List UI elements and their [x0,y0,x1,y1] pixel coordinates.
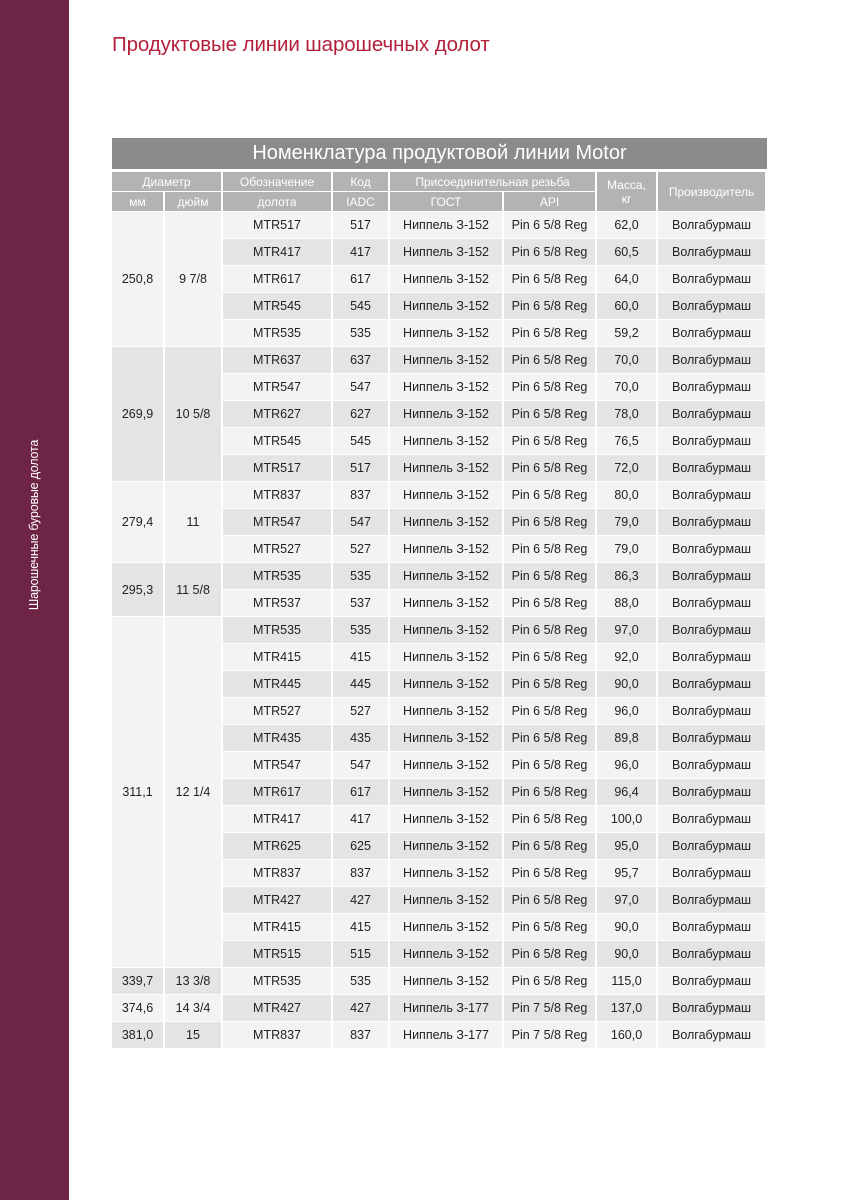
maker-cell: Волгабурмаш [658,482,765,508]
api-cell: Pin 6 5/8 Reg [504,725,595,751]
iadc-cell: 427 [333,995,388,1021]
diameter-mm-cell: 295,3 [112,563,163,616]
iadc-cell: 617 [333,266,388,292]
iadc-cell: 527 [333,536,388,562]
api-cell: Pin 6 5/8 Reg [504,860,595,886]
bit-cell: MTR837 [223,860,331,886]
mass-cell: 80,0 [597,482,656,508]
api-cell: Pin 6 5/8 Reg [504,590,595,616]
diameter-inch-cell: 11 5/8 [165,563,221,616]
header-iadc: IADC [333,192,388,211]
bit-cell: MTR427 [223,887,331,913]
bit-cell: MTR545 [223,428,331,454]
bit-cell: MTR627 [223,401,331,427]
mass-cell: 160,0 [597,1022,656,1048]
gost-cell: Ниппель З-152 [390,941,502,967]
page-title: Продуктовые линии шарошечных долот [112,33,490,56]
mass-cell: 86,3 [597,563,656,589]
iadc-cell: 435 [333,725,388,751]
mass-cell: 89,8 [597,725,656,751]
maker-cell: Волгабурмаш [658,428,765,454]
bit-cell: MTR625 [223,833,331,859]
table-title: Номенклатура продуктовой линии Motor [112,138,767,169]
bit-cell: MTR617 [223,266,331,292]
mass-cell: 137,0 [597,995,656,1021]
header-thread: Присоединительная резьба [390,172,595,191]
maker-cell: Волгабурмаш [658,968,765,994]
maker-cell: Волгабурмаш [658,671,765,697]
mass-cell: 97,0 [597,617,656,643]
diameter-inch-cell: 15 [165,1022,221,1048]
header-api: API [504,192,595,211]
sidebar [0,0,69,1200]
iadc-cell: 627 [333,401,388,427]
gost-cell: Ниппель З-152 [390,239,502,265]
maker-cell: Волгабурмаш [658,698,765,724]
api-cell: Pin 6 5/8 Reg [504,536,595,562]
api-cell: Pin 7 5/8 Reg [504,1022,595,1048]
table-body [112,212,765,1048]
table-row [112,563,765,589]
header-mass-line1: Масса, [607,177,646,192]
gost-cell: Ниппель З-152 [390,266,502,292]
diameter-inch-cell: 10 5/8 [165,347,221,481]
maker-cell: Волгабурмаш [658,536,765,562]
iadc-cell: 537 [333,590,388,616]
iadc-cell: 547 [333,509,388,535]
iadc-cell: 545 [333,428,388,454]
header-diameter: Диаметр [112,172,221,191]
bit-cell: MTR537 [223,590,331,616]
gost-cell: Ниппель З-152 [390,455,502,481]
table-row [112,347,765,373]
mass-cell: 70,0 [597,374,656,400]
maker-cell: Волгабурмаш [658,563,765,589]
maker-cell: Волгабурмаш [658,644,765,670]
mass-cell: 96,0 [597,752,656,778]
diameter-mm-cell: 339,7 [112,968,163,994]
api-cell: Pin 6 5/8 Reg [504,941,595,967]
api-cell: Pin 6 5/8 Reg [504,914,595,940]
gost-cell: Ниппель З-152 [390,752,502,778]
bit-cell: MTR517 [223,212,331,238]
diameter-mm-cell: 269,9 [112,347,163,481]
mass-cell: 95,0 [597,833,656,859]
bit-cell: MTR427 [223,995,331,1021]
gost-cell: Ниппель З-152 [390,617,502,643]
mass-cell: 78,0 [597,401,656,427]
maker-cell: Волгабурмаш [658,725,765,751]
iadc-cell: 837 [333,1022,388,1048]
iadc-cell: 417 [333,806,388,832]
maker-cell: Волгабурмаш [658,833,765,859]
mass-cell: 76,5 [597,428,656,454]
gost-cell: Ниппель З-152 [390,806,502,832]
iadc-cell: 415 [333,644,388,670]
bit-cell: MTR527 [223,698,331,724]
api-cell: Pin 6 5/8 Reg [504,293,595,319]
diameter-mm-cell: 381,0 [112,1022,163,1048]
api-cell: Pin 6 5/8 Reg [504,428,595,454]
maker-cell: Волгабурмаш [658,401,765,427]
iadc-cell: 515 [333,941,388,967]
maker-cell: Волгабурмаш [658,617,765,643]
gost-cell: Ниппель З-152 [390,563,502,589]
gost-cell: Ниппель З-152 [390,698,502,724]
diameter-mm-cell: 279,4 [112,482,163,562]
api-cell: Pin 6 5/8 Reg [504,347,595,373]
gost-cell: Ниппель З-177 [390,1022,502,1048]
mass-cell: 64,0 [597,266,656,292]
table-row [112,968,765,994]
gost-cell: Ниппель З-152 [390,401,502,427]
gost-cell: Ниппель З-152 [390,644,502,670]
iadc-cell: 637 [333,347,388,373]
mass-cell: 96,0 [597,698,656,724]
gost-cell: Ниппель З-152 [390,914,502,940]
mass-cell: 62,0 [597,212,656,238]
bit-cell: MTR617 [223,779,331,805]
bit-cell: MTR545 [223,293,331,319]
diameter-inch-cell: 13 3/8 [165,968,221,994]
maker-cell: Волгабурмаш [658,1022,765,1048]
gost-cell: Ниппель З-152 [390,590,502,616]
gost-cell: Ниппель З-152 [390,347,502,373]
iadc-cell: 535 [333,563,388,589]
iadc-cell: 547 [333,374,388,400]
bit-cell: MTR547 [223,752,331,778]
api-cell: Pin 6 5/8 Reg [504,509,595,535]
mass-cell: 60,5 [597,239,656,265]
mass-cell: 115,0 [597,968,656,994]
bit-cell: MTR417 [223,806,331,832]
mass-cell: 70,0 [597,347,656,373]
api-cell: Pin 6 5/8 Reg [504,644,595,670]
gost-cell: Ниппель З-177 [390,995,502,1021]
bit-cell: MTR637 [223,347,331,373]
maker-cell: Волгабурмаш [658,374,765,400]
bit-cell: MTR415 [223,914,331,940]
maker-cell: Волгабурмаш [658,509,765,535]
iadc-cell: 445 [333,671,388,697]
api-cell: Pin 6 5/8 Reg [504,212,595,238]
gost-cell: Ниппель З-152 [390,374,502,400]
gost-cell: Ниппель З-152 [390,779,502,805]
diameter-inch-cell: 9 7/8 [165,212,221,346]
mass-cell: 72,0 [597,455,656,481]
mass-cell: 97,0 [597,887,656,913]
maker-cell: Волгабурмаш [658,239,765,265]
api-cell: Pin 6 5/8 Reg [504,320,595,346]
iadc-cell: 415 [333,914,388,940]
gost-cell: Ниппель З-152 [390,293,502,319]
api-cell: Pin 6 5/8 Reg [504,266,595,292]
iadc-cell: 517 [333,455,388,481]
gost-cell: Ниппель З-152 [390,887,502,913]
iadc-cell: 535 [333,320,388,346]
iadc-cell: 527 [333,698,388,724]
table-row [112,617,765,643]
diameter-mm-cell: 374,6 [112,995,163,1021]
mass-cell: 79,0 [597,536,656,562]
bit-cell: MTR435 [223,725,331,751]
api-cell: Pin 6 5/8 Reg [504,806,595,832]
iadc-cell: 625 [333,833,388,859]
gost-cell: Ниппель З-152 [390,509,502,535]
gost-cell: Ниппель З-152 [390,725,502,751]
maker-cell: Волгабурмаш [658,320,765,346]
maker-cell: Волгабурмаш [658,806,765,832]
api-cell: Pin 6 5/8 Reg [504,455,595,481]
bit-cell: MTR415 [223,644,331,670]
api-cell: Pin 6 5/8 Reg [504,887,595,913]
mass-cell: 90,0 [597,914,656,940]
header-row-1 [112,172,765,191]
gost-cell: Ниппель З-152 [390,320,502,346]
gost-cell: Ниппель З-152 [390,671,502,697]
maker-cell: Волгабурмаш [658,860,765,886]
maker-cell: Волгабурмаш [658,752,765,778]
api-cell: Pin 6 5/8 Reg [504,617,595,643]
header-mass-line2: кг [621,191,632,206]
api-cell: Pin 6 5/8 Reg [504,779,595,805]
iadc-cell: 545 [333,293,388,319]
api-cell: Pin 6 5/8 Reg [504,833,595,859]
mass-cell: 92,0 [597,644,656,670]
api-cell: Pin 6 5/8 Reg [504,482,595,508]
maker-cell: Волгабурмаш [658,887,765,913]
diameter-inch-cell: 14 3/4 [165,995,221,1021]
iadc-cell: 535 [333,968,388,994]
table-row [112,482,765,508]
bit-cell: MTR445 [223,671,331,697]
header-code: Код [333,172,388,191]
maker-cell: Волгабурмаш [658,914,765,940]
bit-cell: MTR535 [223,617,331,643]
api-cell: Pin 6 5/8 Reg [504,239,595,265]
iadc-cell: 837 [333,860,388,886]
bit-cell: MTR547 [223,509,331,535]
api-cell: Pin 6 5/8 Reg [504,401,595,427]
maker-cell: Волгабурмаш [658,590,765,616]
mass-cell: 90,0 [597,941,656,967]
bit-cell: MTR517 [223,455,331,481]
maker-cell: Волгабурмаш [658,455,765,481]
iadc-cell: 547 [333,752,388,778]
api-cell: Pin 6 5/8 Reg [504,968,595,994]
nomenclature-table [112,138,767,1049]
gost-cell: Ниппель З-152 [390,212,502,238]
bit-cell: MTR837 [223,482,331,508]
header-maker: Производитель [658,172,765,211]
gost-cell: Ниппель З-152 [390,428,502,454]
gost-cell: Ниппель З-152 [390,968,502,994]
diameter-inch-cell: 12 1/4 [165,617,221,967]
maker-cell: Волгабурмаш [658,779,765,805]
bit-cell: MTR535 [223,563,331,589]
bit-cell: MTR535 [223,968,331,994]
api-cell: Pin 7 5/8 Reg [504,995,595,1021]
maker-cell: Волгабурмаш [658,347,765,373]
mass-cell: 90,0 [597,671,656,697]
iadc-cell: 837 [333,482,388,508]
api-cell: Pin 6 5/8 Reg [504,671,595,697]
maker-cell: Волгабурмаш [658,212,765,238]
mass-cell: 60,0 [597,293,656,319]
iadc-cell: 517 [333,212,388,238]
mass-cell: 88,0 [597,590,656,616]
header-mass [597,172,656,211]
mass-cell: 100,0 [597,806,656,832]
bit-cell: MTR547 [223,374,331,400]
bit-cell: MTR535 [223,320,331,346]
table-row [112,212,765,238]
table-row [112,995,765,1021]
mass-cell: 96,4 [597,779,656,805]
mass-cell: 79,0 [597,509,656,535]
mass-cell: 59,2 [597,320,656,346]
bit-cell: MTR837 [223,1022,331,1048]
bit-cell: MTR527 [223,536,331,562]
api-cell: Pin 6 5/8 Reg [504,563,595,589]
api-cell: Pin 6 5/8 Reg [504,698,595,724]
iadc-cell: 427 [333,887,388,913]
diameter-inch-cell: 11 [165,482,221,562]
maker-cell: Волгабурмаш [658,266,765,292]
maker-cell: Волгабурмаш [658,995,765,1021]
gost-cell: Ниппель З-152 [390,833,502,859]
maker-cell: Волгабурмаш [658,293,765,319]
diameter-mm-cell: 250,8 [112,212,163,346]
iadc-cell: 535 [333,617,388,643]
sidebar-label: Шарошечные буровые долота [27,439,41,611]
iadc-cell: 617 [333,779,388,805]
gost-cell: Ниппель З-152 [390,482,502,508]
bit-cell: MTR417 [223,239,331,265]
header-designation-2: долота [223,192,331,211]
api-cell: Pin 6 5/8 Reg [504,374,595,400]
header-designation: Обозначение [223,172,331,191]
header-gost: ГОСТ [390,192,502,211]
header-inch: дюйм [165,192,221,211]
gost-cell: Ниппель З-152 [390,860,502,886]
header-mm: мм [112,192,163,211]
table-row [112,1022,765,1048]
api-cell: Pin 6 5/8 Reg [504,752,595,778]
mass-cell: 95,7 [597,860,656,886]
iadc-cell: 417 [333,239,388,265]
bit-cell: MTR515 [223,941,331,967]
gost-cell: Ниппель З-152 [390,536,502,562]
data-table [110,171,767,1049]
diameter-mm-cell: 311,1 [112,617,163,967]
maker-cell: Волгабурмаш [658,941,765,967]
